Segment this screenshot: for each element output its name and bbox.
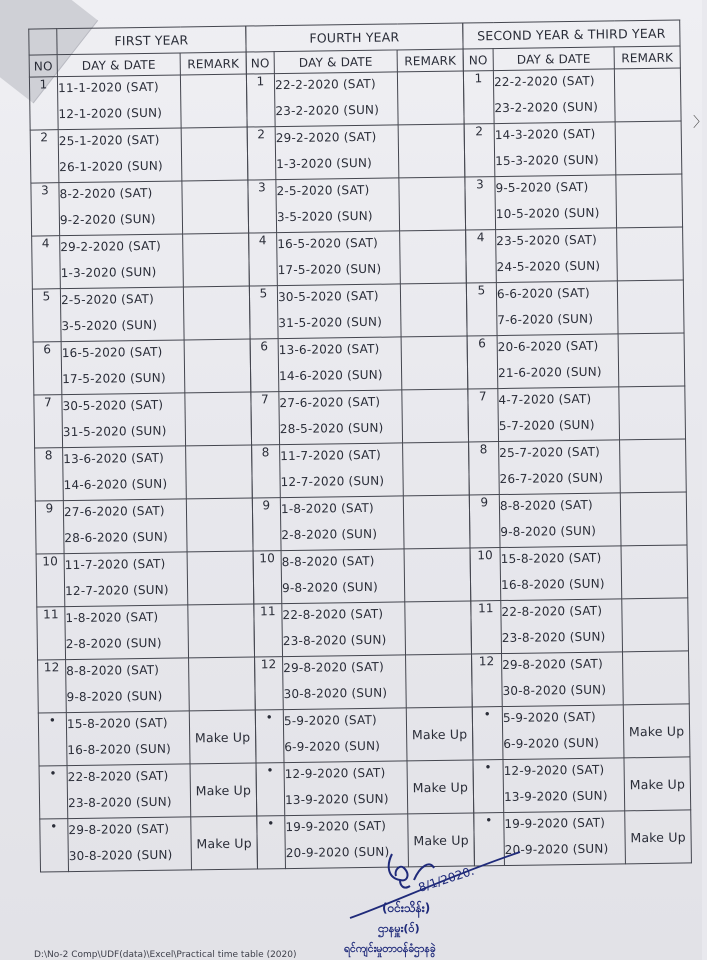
date-cell (502, 705, 624, 760)
sunday-date: 1-3-2020 (SUN) (276, 155, 373, 172)
sunday-date: 17-5-2020 (SUN) (62, 370, 166, 387)
row-number: 3 (31, 183, 60, 236)
remark-cell: Make Up (191, 816, 258, 870)
saturday-date: 20-6-2020 (SAT) (497, 338, 599, 355)
table-row (38, 710, 256, 766)
table-row (32, 233, 250, 289)
sunday-date: 5-7-2020 (SUN) (498, 417, 595, 434)
row-number: 9 (35, 501, 64, 554)
row-number: • (39, 766, 68, 819)
remark-cell (183, 233, 250, 287)
date-cell (283, 655, 407, 710)
remark-cell (400, 230, 467, 284)
row-number: 10 (253, 551, 282, 604)
remark-cell (616, 174, 683, 228)
fourth-year-heading: FOURTH YEAR (246, 23, 463, 52)
row-number: 2 (247, 127, 276, 180)
row-number: 12 (472, 654, 503, 707)
sunday-date: 7-6-2020 (SUN) (497, 311, 594, 328)
table-row (38, 657, 256, 713)
saturday-date: 12-9-2020 (SAT) (284, 765, 386, 782)
remark-cell: Make Up (624, 757, 691, 811)
saturday-date: 29-8-2020 (SAT) (502, 656, 603, 673)
table-row (463, 68, 681, 124)
saturday-date: 25-1-2020 (SAT) (58, 132, 160, 149)
row-number: 6 (467, 336, 498, 389)
date-cell (59, 181, 183, 236)
table-row (251, 389, 469, 445)
no-column-header: NO (463, 49, 493, 71)
date-cell (279, 390, 403, 445)
no-column-header: NO (246, 52, 274, 74)
sunday-date: 24-5-2020 (SUN) (496, 258, 601, 275)
row-number: 10 (470, 548, 501, 601)
fourth-year-table (245, 23, 475, 870)
remark-cell: Make Up (625, 810, 692, 864)
row-number: 1 (246, 74, 275, 127)
sunday-date: 16-8-2020 (SUN) (500, 576, 605, 593)
row-number: • (38, 713, 67, 766)
table-row (31, 180, 249, 236)
date-cell (493, 69, 615, 124)
footer-file-path: D:\No-2 Comp\UDF(data)\Excel\Practical time table (2020) (34, 950, 297, 960)
table-row (466, 280, 684, 336)
saturday-date: 8-8-2020 (SAT) (281, 553, 375, 570)
table-row (249, 283, 467, 339)
saturday-date: 16-5-2020 (SAT) (277, 235, 379, 252)
row-number: • (256, 763, 285, 816)
remark-column-header: REMARK (180, 52, 246, 75)
row-number: 7 (468, 389, 499, 442)
saturday-date: 12-9-2020 (SAT) (503, 762, 605, 779)
sunday-date: 21-6-2020 (SUN) (497, 364, 602, 381)
row-number: • (255, 710, 284, 763)
date-cell (276, 178, 400, 233)
signature-title: ဌာနမှူး(ဝ်) (378, 922, 420, 935)
row-number: 5 (466, 283, 497, 336)
table-row (254, 601, 472, 657)
table-row (252, 495, 470, 551)
date-cell (280, 496, 404, 551)
sunday-date: 23-8-2020 (SUN) (67, 794, 172, 811)
remark-cell: Make Up (407, 760, 474, 814)
table-row (470, 545, 688, 601)
saturday-date: 8-8-2020 (SAT) (66, 662, 160, 679)
sunday-date: 12-7-2020 (SUN) (64, 582, 169, 599)
remark-cell (186, 498, 253, 552)
table-row (472, 651, 690, 707)
remark-cell (398, 124, 465, 178)
table-row (248, 177, 466, 233)
first-year-rows (29, 74, 257, 872)
table-row (29, 74, 247, 130)
remark-cell (404, 548, 471, 602)
remark-cell (185, 392, 252, 446)
table-row (36, 551, 254, 607)
remark-cell (403, 442, 470, 496)
first-year-heading: FIRST YEAR (57, 26, 246, 55)
saturday-date: 8-2-2020 (SAT) (59, 185, 153, 202)
table-row (32, 286, 250, 342)
remark-column-header: REMARK (397, 49, 463, 72)
day-date-column-header: DAY & DATE (493, 47, 614, 71)
row-number: 11 (37, 607, 66, 660)
saturday-date: 29-8-2020 (SAT) (283, 659, 385, 676)
saturday-date: 22-2-2020 (SAT) (493, 73, 595, 90)
date-cell (62, 393, 186, 448)
remark-cell: Make Up (190, 763, 257, 817)
date-cell (60, 234, 184, 289)
row-number: 12 (255, 657, 284, 710)
saturday-date: 29-2-2020 (SAT) (275, 129, 377, 146)
row-number: 1 (29, 77, 58, 130)
sunday-date: 14-6-2020 (SUN) (279, 367, 383, 384)
second-third-year-rows (463, 68, 691, 866)
saturday-date: 22-8-2020 (SAT) (282, 606, 384, 623)
remark-cell (618, 333, 685, 387)
row-number: 1 (463, 71, 494, 124)
remark-cell (397, 71, 464, 125)
table-row (256, 760, 474, 816)
remark-cell (402, 389, 469, 443)
remark-cell (619, 386, 686, 440)
sunday-date: 1-3-2020 (SUN) (60, 264, 157, 281)
row-number: 12 (38, 660, 67, 713)
remark-cell: Make Up (623, 704, 690, 758)
table-row (33, 339, 251, 395)
sunday-date: 14-6-2020 (SUN) (63, 476, 168, 493)
saturday-date: 22-8-2020 (SAT) (501, 603, 603, 620)
table-row (469, 492, 687, 548)
sunday-date: 6-9-2020 (SUN) (284, 738, 381, 755)
table-row (249, 230, 467, 286)
row-number: 8 (469, 442, 500, 495)
saturday-date: 13-6-2020 (SAT) (63, 450, 165, 467)
saturday-date: 14-3-2020 (SAT) (494, 126, 596, 143)
date-cell (500, 546, 622, 601)
saturday-date: 29-2-2020 (SAT) (60, 238, 162, 255)
table-row (473, 757, 691, 813)
sunday-date: 23-2-2020 (SUN) (494, 99, 599, 116)
saturday-date: 11-7-2020 (SAT) (280, 447, 382, 464)
saturday-date: 16-5-2020 (SAT) (61, 344, 163, 361)
saturday-date: 15-8-2020 (SAT) (66, 715, 168, 732)
remark-cell (188, 604, 255, 658)
sunday-date: 9-8-2020 (SUN) (281, 579, 378, 596)
sunday-date: 2-8-2020 (SUN) (281, 526, 378, 543)
row-number: 8 (35, 448, 64, 501)
date-cell (275, 125, 399, 180)
remark-cell (620, 439, 687, 493)
table-row (40, 816, 258, 872)
sunday-date: 9-8-2020 (SUN) (500, 523, 597, 540)
saturday-date: 27-6-2020 (SAT) (63, 503, 165, 520)
date-cell (497, 334, 619, 389)
remark-cell (181, 127, 248, 181)
saturday-date: 4-7-2020 (SAT) (498, 391, 592, 408)
saturday-date: 8-8-2020 (SAT) (499, 497, 593, 514)
date-cell (274, 72, 398, 127)
signature-department: ရင်ကျင်းမှုတာဝန်ခံဌာနခွဲ (344, 943, 436, 955)
remark-cell (189, 657, 256, 711)
row-number: 2 (30, 130, 59, 183)
day-date-column-header: DAY & DATE (274, 50, 397, 74)
table-row (35, 445, 253, 501)
saturday-date: 15-8-2020 (SAT) (500, 550, 602, 567)
table-row (247, 124, 465, 180)
sunday-date: 9-2-2020 (SUN) (59, 211, 156, 228)
remark-cell (180, 74, 247, 128)
date-cell (284, 761, 408, 816)
saturday-date: 1-8-2020 (SAT) (65, 609, 159, 626)
row-number: 5 (32, 289, 61, 342)
date-cell (66, 711, 190, 766)
remark-cell (187, 551, 254, 605)
date-cell (67, 764, 191, 819)
table-row (30, 127, 248, 183)
row-number: 4 (249, 233, 278, 286)
remark-cell: Make Up (408, 813, 475, 867)
sunday-date: 26-7-2020 (SUN) (499, 470, 604, 487)
sunday-date: 13-9-2020 (SUN) (284, 791, 389, 808)
saturday-date: 22-8-2020 (SAT) (67, 768, 169, 785)
sunday-date: 23-8-2020 (SUN) (501, 629, 606, 646)
date-cell (280, 443, 404, 498)
remark-cell (617, 280, 684, 334)
remark-cell (406, 654, 473, 708)
row-number: • (474, 813, 505, 866)
table-row (467, 333, 685, 389)
table-row (466, 227, 684, 283)
row-number: 7 (34, 395, 63, 448)
sunday-date: 9-8-2020 (SUN) (66, 688, 163, 705)
table-row (464, 121, 682, 177)
remark-cell (183, 286, 250, 340)
table-row (253, 548, 471, 604)
saturday-date: 25-7-2020 (SAT) (499, 444, 601, 461)
sunday-date: 20-9-2020 (SUN) (285, 844, 390, 861)
sunday-date: 10-5-2020 (SUN) (495, 205, 600, 222)
saturday-date: 27-6-2020 (SAT) (279, 394, 381, 411)
row-number: 2 (464, 124, 495, 177)
table-row (252, 442, 470, 498)
row-number: 6 (33, 342, 62, 395)
timetable-sheet (28, 19, 692, 864)
sunday-date: 17-5-2020 (SUN) (277, 261, 382, 278)
date-cell (498, 387, 620, 442)
table-row (39, 763, 257, 819)
saturday-date: 30-5-2020 (SAT) (277, 288, 379, 305)
remark-cell: Make Up (189, 710, 256, 764)
sunday-date: 6-9-2020 (SUN) (503, 735, 600, 752)
date-cell (63, 446, 187, 501)
sunday-date: 28-5-2020 (SUN) (279, 420, 384, 437)
sunday-date: 12-7-2020 (SUN) (280, 473, 385, 490)
table-row (471, 598, 689, 654)
date-cell (495, 175, 617, 230)
sunday-date: 12-1-2020 (SUN) (58, 105, 163, 122)
table-row (468, 386, 686, 442)
sunday-date: 31-5-2020 (SUN) (278, 314, 383, 331)
remark-cell (622, 598, 689, 652)
row-number: 4 (32, 236, 61, 289)
row-number: 3 (248, 180, 277, 233)
table-row (34, 392, 252, 448)
sunday-date: 23-8-2020 (SUN) (282, 632, 387, 649)
row-number: 5 (249, 286, 278, 339)
remark-cell (622, 651, 689, 705)
row-number: • (472, 707, 503, 760)
remark-cell: Make Up (406, 707, 473, 761)
date-cell (496, 281, 618, 336)
sunday-date: 20-9-2020 (SUN) (504, 841, 609, 858)
sunday-date: 15-3-2020 (SUN) (495, 152, 599, 169)
saturday-date: 2-5-2020 (SAT) (60, 291, 155, 308)
saturday-date: 11-7-2020 (SAT) (64, 556, 166, 573)
saturday-date: 9-5-2020 (SAT) (495, 179, 589, 196)
table-row (465, 174, 683, 230)
fourth-year-rows (246, 71, 474, 869)
saturday-date: 6-6-2020 (SAT) (496, 285, 590, 302)
table-row (472, 704, 690, 760)
remark-cell (184, 339, 251, 393)
date-cell (63, 499, 187, 554)
date-cell (68, 817, 192, 872)
date-cell (494, 122, 616, 177)
saturday-date: 23-5-2020 (SAT) (496, 232, 598, 249)
date-cell (281, 549, 405, 604)
sunday-date: 28-6-2020 (SUN) (64, 529, 169, 546)
date-cell (499, 493, 621, 548)
date-cell (502, 652, 624, 707)
date-cell (277, 284, 401, 339)
remark-cell (186, 445, 253, 499)
table-row (255, 654, 473, 710)
table-row (246, 71, 464, 127)
table-row (469, 439, 687, 495)
sunday-date: 30-8-2020 (SUN) (283, 685, 388, 702)
saturday-date: 29-8-2020 (SAT) (68, 821, 170, 838)
table-row (255, 707, 473, 763)
signature-block (330, 846, 540, 960)
sunday-date: 2-8-2020 (SUN) (65, 635, 162, 652)
row-number: 8 (252, 445, 281, 498)
remark-cell (182, 180, 249, 234)
row-number: 11 (471, 601, 502, 654)
second-third-year-heading: SECOND YEAR & THIRD YEAR (463, 20, 680, 49)
date-cell (496, 228, 618, 283)
row-number: • (473, 760, 504, 813)
first-year-table (28, 26, 258, 873)
saturday-date: 2-5-2020 (SAT) (276, 182, 370, 199)
date-cell (501, 599, 623, 654)
table-row (37, 604, 255, 660)
remark-cell (620, 492, 687, 546)
date-cell (277, 231, 401, 286)
remark-cell (405, 601, 472, 655)
sunday-date: 23-2-2020 (SUN) (275, 102, 380, 119)
day-date-column-header: DAY & DATE (57, 53, 180, 77)
sunday-date: 30-8-2020 (SUN) (68, 847, 173, 864)
sunday-date: 3-5-2020 (SUN) (61, 317, 158, 334)
sunday-date: 16-8-2020 (SUN) (67, 741, 172, 758)
date-cell (58, 128, 182, 183)
sunday-date: 3-5-2020 (SUN) (276, 208, 373, 225)
sunday-date: 26-1-2020 (SUN) (59, 158, 163, 175)
remark-column-header: REMARK (614, 46, 680, 69)
saturday-date: 19-9-2020 (SAT) (504, 815, 606, 832)
remark-cell (399, 177, 466, 231)
row-number: • (257, 816, 286, 869)
date-cell (282, 602, 406, 657)
date-cell (499, 440, 621, 495)
saturday-date: 5-9-2020 (SAT) (283, 712, 377, 729)
date-cell (61, 340, 185, 395)
saturday-date: 19-9-2020 (SAT) (285, 818, 387, 835)
date-cell (60, 287, 184, 342)
no-column-header: NO (29, 55, 57, 77)
date-cell (64, 552, 188, 607)
date-cell (66, 658, 190, 713)
table-row (35, 498, 253, 554)
sunday-date: 30-8-2020 (SUN) (502, 682, 607, 699)
row-number: 6 (250, 339, 279, 392)
row-number: 10 (36, 554, 65, 607)
second-third-year-table (462, 19, 692, 866)
remark-cell (615, 121, 682, 175)
remark-cell (403, 495, 470, 549)
saturday-date: 30-5-2020 (SAT) (62, 397, 164, 414)
row-number: 11 (254, 604, 283, 657)
saturday-date: 22-2-2020 (SAT) (274, 76, 376, 93)
saturday-date: 5-9-2020 (SAT) (502, 709, 596, 726)
row-number: 3 (465, 177, 496, 230)
date-cell (503, 758, 625, 813)
row-number: 7 (251, 392, 280, 445)
table-row (250, 336, 468, 392)
signature-name: (ဝင်းသိန်း) (382, 901, 431, 915)
saturday-date: 13-6-2020 (SAT) (278, 341, 380, 358)
date-cell (57, 75, 181, 130)
date-cell (65, 605, 189, 660)
date-cell (283, 708, 407, 763)
edge-mark: 〉 (693, 115, 707, 131)
date-cell (278, 337, 402, 392)
saturday-date: 11-1-2020 (SAT) (57, 79, 159, 96)
remark-cell (621, 545, 688, 599)
remark-cell (614, 68, 681, 122)
remark-cell (400, 283, 467, 337)
saturday-date: 1-8-2020 (SAT) (280, 500, 374, 517)
sunday-date: 13-9-2020 (SUN) (503, 788, 608, 805)
signature-date: 8/1/2020. (416, 863, 476, 895)
row-number: 4 (466, 230, 497, 283)
row-number: 9 (469, 495, 500, 548)
row-number: • (40, 819, 69, 872)
remark-cell (401, 336, 468, 390)
row-number: 9 (252, 498, 281, 551)
remark-cell (617, 227, 684, 281)
sunday-date: 31-5-2020 (SUN) (62, 423, 167, 440)
